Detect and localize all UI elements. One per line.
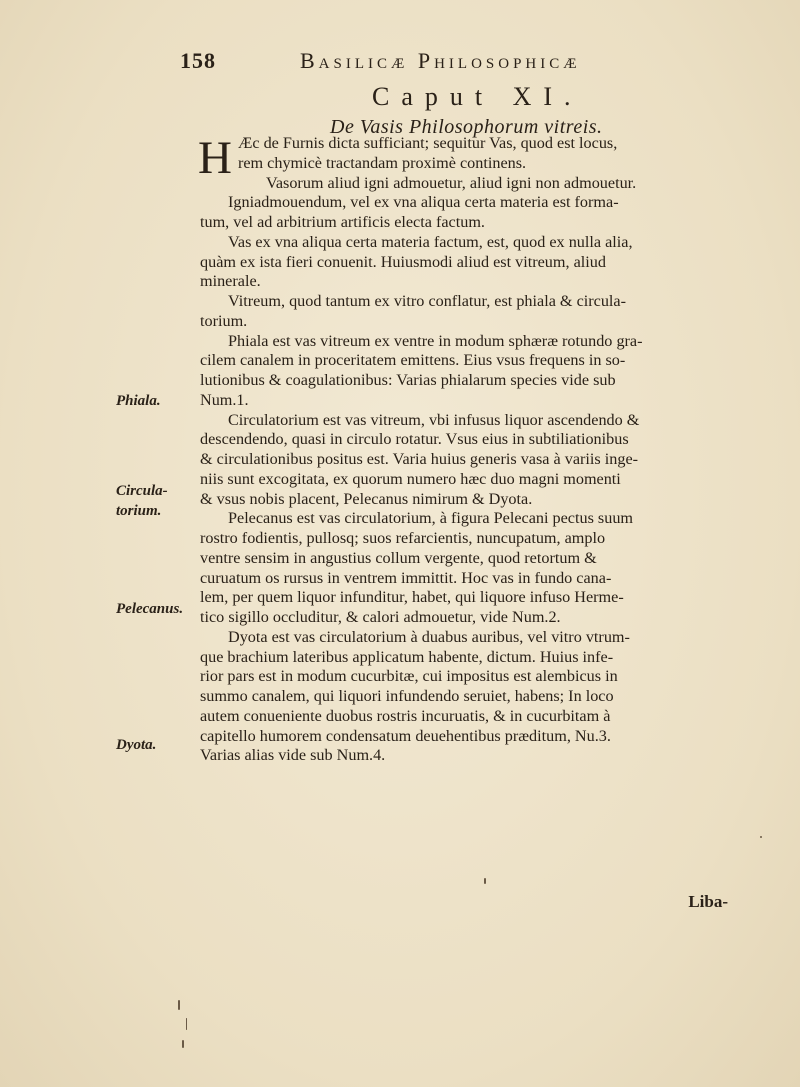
text-line: ventre sensim in angustius collum vergente, quod retortum &: [200, 548, 597, 567]
text-line: capitello humorem condensatum deuehentibus præditum, Nu.3.: [200, 726, 611, 745]
paragraph-igni: [200, 193, 800, 233]
text-line: & vsus nobis placent, Pelecanus nimirum & Dyota.: [200, 489, 533, 508]
text-line: curuatum os rursus in ventrem immittit. Hoc vas in fundo cana-: [200, 568, 612, 587]
text-line: autem conueniente duobus rostris incuruatis, & in cucurbitam à: [200, 706, 611, 725]
chapter-heading: Caput XI.: [372, 82, 583, 111]
margin-note-circulatorium-1: Circula-: [116, 483, 168, 499]
text-line: lutionibus & coagulationibus: Varias phialarum species vide sub: [200, 371, 616, 389]
text-line: tico sigillo occluditur, & calori admouetur, vide Num.2.: [200, 608, 561, 626]
text-line: summo canalem, qui liquori infundendo seruiet, habens; In loco: [200, 687, 614, 705]
paragraph-dyota: [200, 628, 800, 766]
text-line: que brachium lateribus applicatum habente, dictum. Huius infe-: [200, 647, 614, 666]
text-line: Æc de Furnis dicta sufficiant; sequitur Vas, quod est locus,: [237, 134, 618, 152]
text-line: torium.: [200, 311, 248, 330]
paragraph-pelecanus: [200, 509, 800, 628]
drop-cap: H: [198, 132, 232, 184]
text-line: Num.1.: [200, 390, 249, 409]
margin-note-pelecanus: Pelecanus.: [116, 601, 184, 617]
text-line: cilem canalem in proceritatem emittens. Eius vsus frequens in so-: [200, 351, 626, 370]
text-line: rem chymicè tractandam proximè continens.: [237, 153, 527, 172]
text-line: rostro fodientis, pullosq; suos refarcientis, nuncupatum, amplo: [200, 529, 606, 547]
text-line: Vasorum aliud igni admouetur, aliud igni non admouetur.: [265, 173, 637, 192]
paragraph-vas: [200, 233, 800, 292]
margin-note-dyota: Dyota.: [116, 737, 157, 753]
text-line: minerale.: [200, 272, 261, 291]
text-line: Circulatorium est vas vitreum, vbi infusus liquor ascendendo &: [228, 410, 640, 429]
text-line: & circulationibus positus est. Varia huius generis vasa à variis inge-: [200, 450, 639, 468]
body-text: [200, 134, 800, 766]
text-line: Igniadmouendum, vel ex vna aliqua certa materia est forma-: [228, 193, 619, 212]
page-header: [180, 44, 700, 80]
text-line: lem, per quem liquor infunditur, habet, qui liquore infuso Herme-: [200, 588, 624, 607]
paragraph-phiala: [200, 332, 800, 411]
chapter-subtitle: De Vasis Philosophorum vitreis.: [330, 116, 603, 138]
text-line: tum, vel ad arbitrium artificis electa factum.: [200, 213, 485, 231]
text-line: niis sunt excogitata, ex quorum numero hæc duo magni momenti: [200, 469, 621, 488]
text-line: Phiala est vas vitreum ex ventre in modum sphæræ rotundo gra-: [228, 331, 643, 350]
text-line: quàm ex ista fieri conuenit. Huiusmodi aliud est vitreum, aliud: [200, 252, 606, 271]
paragraph-vasorum: [200, 174, 800, 194]
text-line: rior pars est in modum cucurbitæ, cui impositus est alembicus in: [200, 667, 618, 686]
margin-note-phiala: Phiala.: [116, 393, 161, 409]
running-title: Basilicæ Philosophicæ: [300, 48, 581, 73]
text-line: Varias alias vide sub Num.4.: [200, 746, 386, 765]
catchword: Liba-: [688, 892, 728, 911]
paragraph-circulatorium: [200, 411, 800, 510]
text-line: Vitreum, quod tantum ex vitro conflatur, est phiala & circula-: [228, 292, 626, 310]
margin-note-circulatorium-2: torium.: [116, 503, 162, 519]
text-line: Pelecanus est vas circulatorium, à figura Pelecani pectus suum: [228, 509, 634, 528]
text-line: Vas ex vna aliqua certa materia factum, est, quod ex nulla alia,: [228, 232, 633, 251]
paragraph-vitreum: [200, 292, 800, 332]
text-line: Dyota est vas circulatorium à duabus auribus, vel vitro vtrum-: [228, 627, 630, 646]
text-line: descendendo, quasi in circulo rotatur. Vsus eius in subtiliationibus: [200, 430, 629, 449]
page-number: 158: [180, 48, 216, 73]
